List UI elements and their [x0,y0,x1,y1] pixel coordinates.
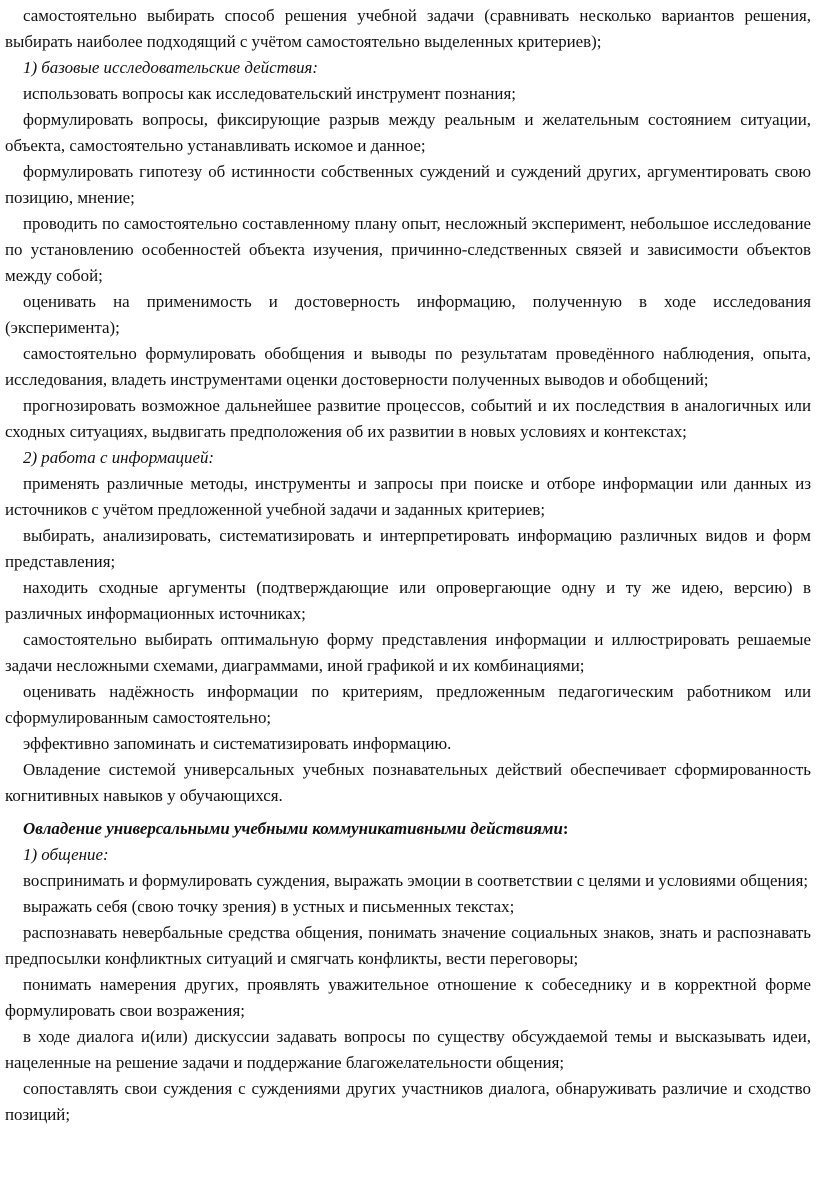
section-heading-text: Овладение универсальными учебными коммуникативными действиями [23,819,563,838]
list-item-comm-3: распознавать невербальные средства общения, понимать значение социальных знаков, знать и распознавать предпосылки конфликтных ситуаций и смягчать конфликты, вести переговоры; [5,923,811,968]
list-item-comm-2: выражать себя (свою точку зрения) в устных и письменных текстах; [23,897,515,916]
list-item-comm-1: воспринимать и формулировать суждения, выражать эмоции в соответствии с целями и условиями общения; [23,871,809,890]
list-item-research-1: использовать вопросы как исследовательский инструмент познания; [23,84,516,103]
subheading-working-with-information: 2) работа с информацией: [23,448,215,467]
paragraph-cognitive-summary: Овладение системой универсальных учебных познавательных действий обеспечивает сформированность когнитивных навыков у обучающихся. [5,760,811,805]
list-item-comm-5: в ходе диалога и(или) дискуссии задавать вопросы по существу обсуждаемой темы и высказывать идеи, нацеленные на решение задачи и поддержание благожелательности общения; [5,1027,811,1072]
section-heading-colon: : [562,819,569,838]
list-item-info-5: оценивать надёжность информации по критериям, предложенным педагогическим работником или сформулированным самостоятельно; [5,682,811,727]
list-item-comm-6: сопоставлять свои суждения с суждениями других участников диалога, обнаруживать различие и сходство позиций; [5,1079,811,1124]
list-item-info-4: самостоятельно выбирать оптимальную форму представления информации и иллюстрировать решаемые задачи несложными схемами, диаграммами, иной графикой и их комбинациями; [5,630,811,675]
list-item-research-5: оценивать на применимость и достоверность информацию, полученную в ходе исследования (эксперимента); [5,292,811,337]
list-item-research-6: самостоятельно формулировать обобщения и выводы по результатам проведённого наблюдения, опыта, исследования, владеть инструментами оценки достоверности полученных выводов и обобщений; [5,344,811,389]
list-item-info-3: находить сходные аргументы (подтверждающие или опровергающие одну и ту же идею, версию) в различных информационных источниках; [5,578,811,623]
paragraph-solution-method: самостоятельно выбирать способ решения учебной задачи (сравнивать несколько вариантов решения, выбирать наиболее подходящий с учётом самостоятельно выделенных критериев); [5,6,811,51]
section-heading-communicative [5,816,811,842]
list-item-research-7: прогнозировать возможное дальнейшее развитие процессов, событий и их последствия в аналогичных или сходных ситуациях, выдвигать предположения об их развитии в новых условиях и контекстах; [5,396,811,441]
list-item-research-2: формулировать вопросы, фиксирующие разрыв между реальным и желательным состоянием ситуации, объекта, самостоятельно устанавливать искомое и данное; [5,110,811,155]
list-item-comm-4: понимать намерения других, проявлять уважительное отношение к собеседнику и в корректной форме формулировать свои возражения; [5,975,811,1020]
list-item-info-6: эффективно запоминать и систематизировать информацию. [23,734,452,753]
subheading-research-actions: 1) базовые исследовательские действия: [23,58,319,77]
list-item-research-4: проводить по самостоятельно составленному плану опыт, несложный эксперимент, небольшое исследование по установлению особенностей объекта изучения, причинно-следственных связей и зависимости объектов между собой; [5,214,811,285]
subheading-communication: 1) общение: [23,845,109,864]
list-item-research-3: формулировать гипотезу об истинности собственных суждений и суждений других, аргументировать свою позицию, мнение; [5,162,811,207]
list-item-info-1: применять различные методы, инструменты и запросы при поиске и отборе информации или данных из источников с учётом предложенной учебной задачи и заданных критериев; [5,474,811,519]
list-item-info-2: выбирать, анализировать, систематизировать и интерпретировать информацию различных видов и форм представления; [5,526,811,571]
